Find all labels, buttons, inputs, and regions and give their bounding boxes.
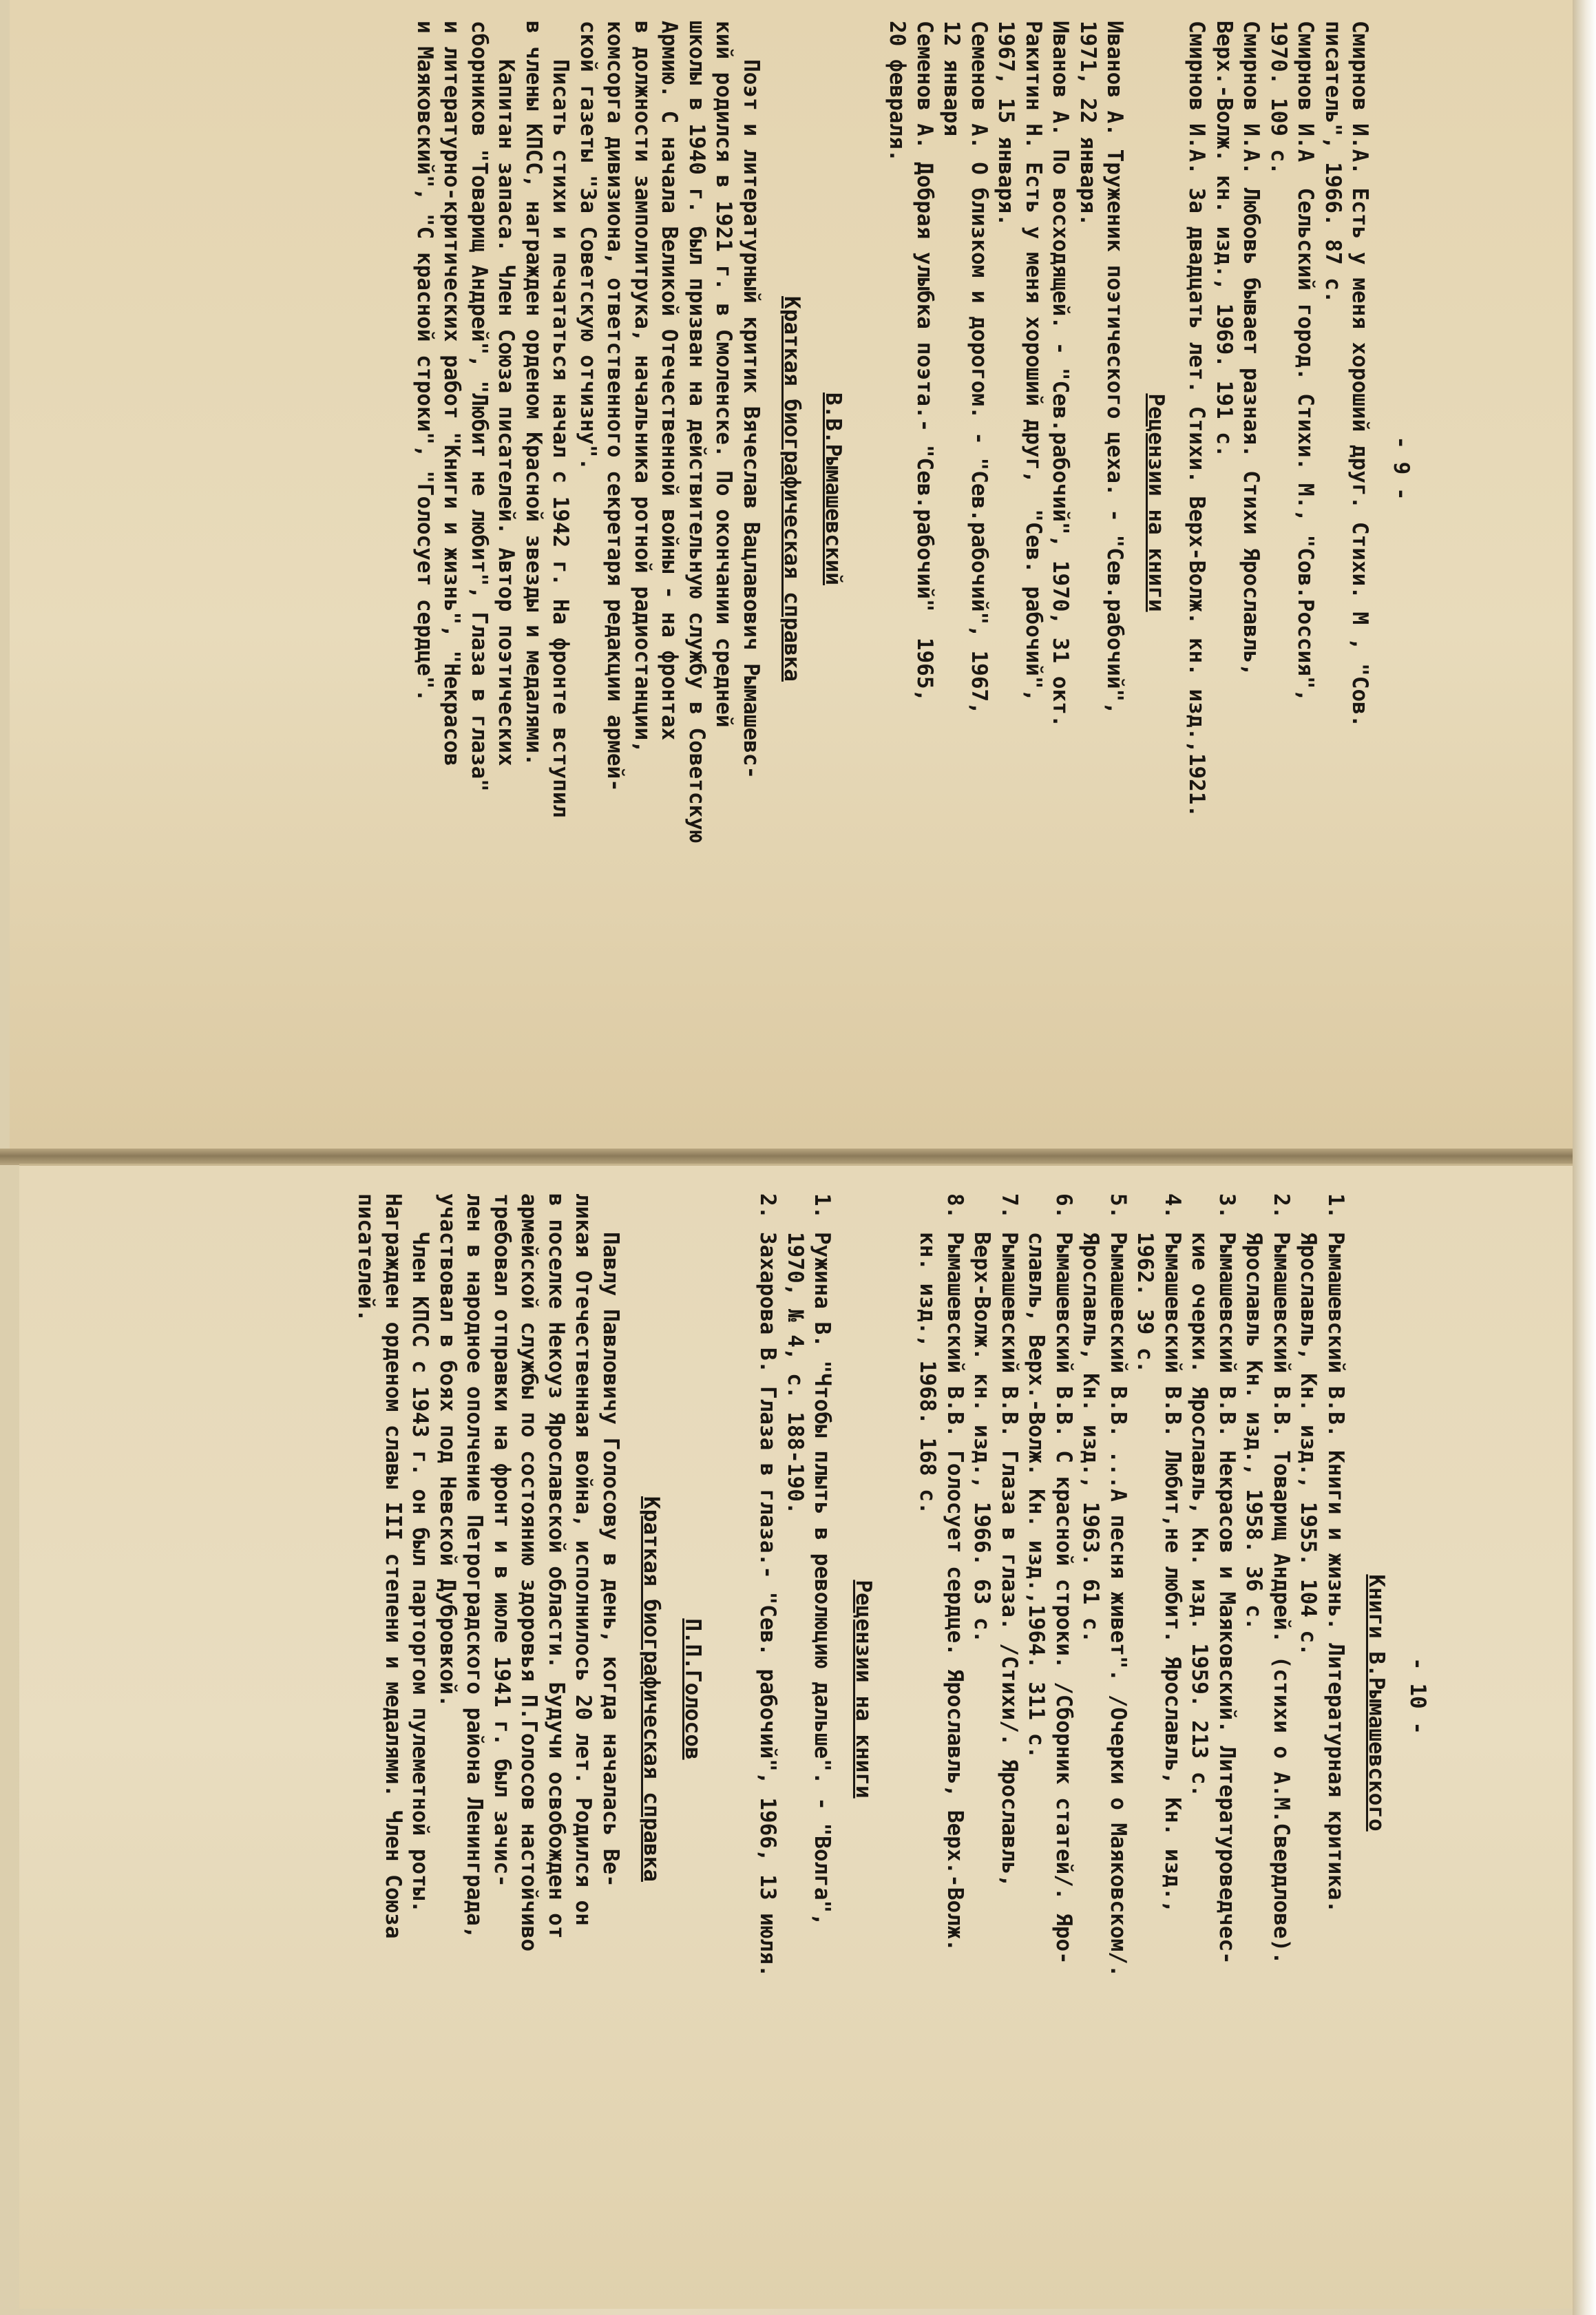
bio-line: участвовал в боях под Невской Дубровкой. bbox=[435, 1193, 460, 1708]
bio-line: в поселке Некоуз Ярославской области. Будучи освобожден от bbox=[544, 1193, 569, 1939]
book-line: Верх-Волж. кн. изд., 1966. 63 с. bbox=[969, 1193, 995, 1644]
bio-line: Павлу Павловичу Голосову в день, когда началась Ве- bbox=[598, 1193, 623, 1887]
review-line: 1970, № 4, с. 188-190. bbox=[783, 1193, 808, 1515]
page-9-text bbox=[411, 21, 1415, 1095]
review-line: Семенов А. О близком и дорогом. - "Сев.рабочий", 1967, bbox=[967, 21, 991, 715]
book-list bbox=[1183, 21, 1374, 1095]
review-line: 1971, 22 января. bbox=[1075, 21, 1100, 227]
book-line: 1962. 39 с. bbox=[1133, 1193, 1158, 1374]
page-10 bbox=[19, 1164, 1575, 2309]
bio-line: Капитан запаса. Член Союза писателей. Автор поэтических bbox=[494, 21, 519, 766]
review-line: Семенов А. Добрая улыбка поэта.- "Сев.рабочий" 1965, bbox=[912, 21, 937, 702]
page-fold bbox=[0, 1149, 1596, 1165]
bio-heading: Краткая биографическая справка bbox=[779, 296, 805, 682]
bio-line: в члены КПСС, награжден орденом Красной звезды и медалями. bbox=[521, 21, 546, 766]
person-heading: П.П.Голосов bbox=[680, 1618, 705, 1760]
bio-line: Член КПСС с 1943 г. он был парторгом пулеметной роты. bbox=[408, 1193, 433, 1914]
book-line: кн. изд., 1968. 168 с. bbox=[915, 1193, 941, 1515]
book-line: писатель", 1966. 87 с. bbox=[1321, 21, 1345, 304]
bio-line: Армию. С начала Великой Отечественной войны - на фронтах bbox=[657, 21, 682, 741]
page-number: - 10 - bbox=[1405, 1657, 1430, 1735]
reviews-list bbox=[754, 1193, 836, 2240]
book-line: 2. Рымашевский В.В. Товарищ Андрей. (стихи о А.М.Свердлове). bbox=[1269, 1193, 1294, 1965]
book-line: Смирнов И.А Сельский город. Стихи. М., "Сов.Россия", bbox=[1293, 21, 1319, 702]
review-line: 12 января bbox=[939, 21, 965, 136]
book-line: славль, Верх.-Волж. Кн. изд.,1964. 311 с. bbox=[1024, 1193, 1049, 1759]
bio-line: армейской службы по состоянию здоровья П.Голосов настойчиво bbox=[516, 1193, 542, 1952]
bio-line: требовал отправки на фронт и в июле 1941 г. был зачис- bbox=[490, 1193, 514, 1887]
page-9 bbox=[10, 0, 1579, 1151]
bio-text bbox=[352, 1193, 624, 2240]
bio-line: ской газеты "За Советскую отчизну". bbox=[576, 21, 600, 471]
book-line: Смирнов И.А. За двадцать лет. Стихи. Верх-Волж. кн. изд.,1921. bbox=[1184, 21, 1210, 818]
review-line: Иванов А. Труженик поэтического цеха. - "Сев.рабочий", bbox=[1102, 21, 1128, 715]
bio-line: сборников "Товарищ Андрей", "Любит не любит", Глаза в глаза" bbox=[467, 21, 492, 792]
reviews-heading: Рецензии на книги bbox=[1144, 393, 1168, 612]
book-list bbox=[914, 1193, 1349, 2240]
review-line: 20 февраля. bbox=[885, 21, 910, 163]
bio-heading: Краткая биографическая справка bbox=[639, 1496, 664, 1882]
book-line: 3. Рымашевский В.В. Некрасов и Маяковский. Литературоведчес- bbox=[1215, 1193, 1239, 1965]
books-heading: Книги В.Рымашевского bbox=[1364, 1574, 1389, 1832]
book-line: 5. Рымашевский В.В. ...А песня живет". /Очерки о Маяковском/. bbox=[1106, 1193, 1131, 1978]
book-line: Ярославль, Кн. изд., 1963. 61 с. bbox=[1078, 1193, 1104, 1644]
reviews-heading: Рецензии на книги bbox=[851, 1580, 876, 1799]
bio-line: кий родился в 1921 г. в Смоленске. По окончании средней bbox=[711, 21, 737, 728]
book-line: 6. Рымашевский В.В. С красной строки. /Сборник статей/. Яро- bbox=[1051, 1193, 1076, 1965]
review-line: 2. Захарова В. Глаза в глаза.- "Сев. рабочий", 1966, 13 июля. bbox=[755, 1193, 781, 1978]
bio-line: Поэт и литературный критик Вячеслав Вацлавович Рымашевс- bbox=[739, 21, 764, 779]
book-line: Смирнов И.А. Любовь бывает разная. Стихи Ярославль, bbox=[1239, 21, 1264, 676]
review-line: 1. Ружина В. "Чтобы плыть в революцию дальше". - "Волга", bbox=[810, 1193, 835, 1926]
bio-line: в должности замполитрука, начальника ротной радиостанции, bbox=[630, 21, 655, 753]
bio-line: ликая Отечественная война, исполнилось 20 лет. Родился он bbox=[571, 1193, 596, 1926]
book-line: 1. Рымашевский В.В. Книги и жизнь. Литературная критика. bbox=[1323, 1193, 1348, 1914]
book-line: Смирнов И.А. Есть у меня хороший друг. Стихи. М , "Сов. bbox=[1347, 21, 1373, 728]
page-number: - 9 - bbox=[1389, 436, 1414, 501]
person-heading: В.В.Рымашевский bbox=[821, 392, 846, 585]
review-line: Ракитин Н. Есть у меня хороший друг, "Сев. рабочий", bbox=[1021, 21, 1046, 702]
book-line: 4. Рымашевский В.В. Любит,не любит. Ярославль, Кн. изд., bbox=[1160, 1193, 1185, 1914]
book-line: 7. Рымашевский В.В. Глаза в глаза. /Стихи/. Ярославль, bbox=[997, 1193, 1022, 1887]
book-line: 8. Рымашевский В.В. Голосует сердце. Ярославль, Верх.-Волж. bbox=[943, 1193, 967, 1952]
bio-line: Награжден орденом славы III степени и медалями. Член Союза bbox=[381, 1193, 406, 1939]
bio-line: Писать стихи и печататься начал с 1942 г. На фронте вступил bbox=[548, 21, 574, 818]
bio-line: школы в 1940 г. был призван на действительную службу в Советскую bbox=[684, 21, 709, 844]
review-line: 1967, 15 января. bbox=[994, 21, 1019, 227]
reviews-list bbox=[883, 21, 1128, 1095]
book-line: кие очерки. Ярославль, Кн. изд. 1959. 213 с. bbox=[1187, 1193, 1212, 1798]
bio-line: и Маяковский", "С красной строки", "Голосует сердце". bbox=[412, 21, 437, 702]
book-line: Верх.-Волж. кн. изд., 1969. 191 с. bbox=[1212, 21, 1237, 458]
book-line: 1970. 109 с. bbox=[1266, 21, 1291, 175]
bio-line: лен в народное ополчение Петроградского района Ленинграда, bbox=[462, 1193, 487, 1939]
page-10-text bbox=[352, 1193, 1431, 2240]
bio-line: писателей. bbox=[353, 1193, 379, 1322]
bio-line: комсорга дивизиона, ответственного секретаря редакции армей- bbox=[602, 21, 628, 792]
bio-line: и литературно-критических работ "Книги и жизнь", "Некрасов bbox=[439, 21, 465, 766]
review-line: Иванов А. По восходящей. - "Сев.рабочий", 1970, 31 окт. bbox=[1048, 21, 1073, 728]
book-line: Ярославль, Кн. изд., 1955. 104 с. bbox=[1296, 1193, 1321, 1656]
scan-edge bbox=[1573, 0, 1596, 2315]
bio-text bbox=[411, 21, 765, 1095]
book-line: Ярославль Кн. изд., 1958. 36 с. bbox=[1241, 1193, 1267, 1631]
